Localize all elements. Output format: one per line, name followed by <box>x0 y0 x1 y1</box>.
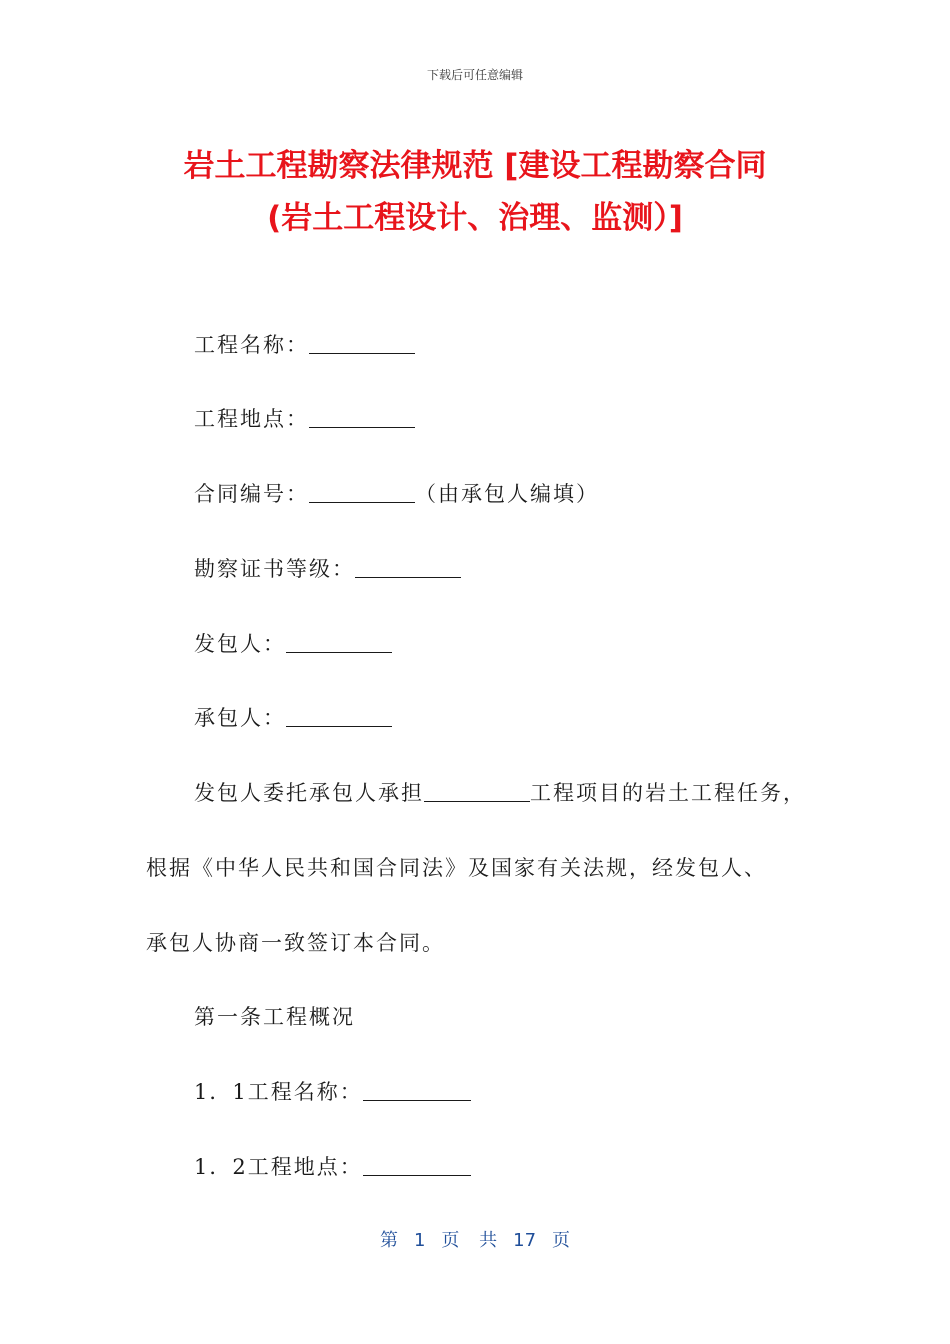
field-label: 勘察证书等级： <box>194 557 355 581</box>
item-label: 1．1工程名称： <box>194 1080 363 1104</box>
page-total: 17 <box>513 1230 537 1251</box>
field-employer <box>194 630 392 658</box>
field-note: （由承包人编填） <box>415 482 599 506</box>
page-mid: 页 共 <box>441 1230 498 1251</box>
field-label: 合同编号： <box>194 482 309 506</box>
field-project-location <box>194 405 415 433</box>
field-label: 工程名称： <box>194 333 309 357</box>
blank-line <box>286 632 392 653</box>
page-prefix: 第 <box>379 1230 398 1251</box>
blank-line <box>286 706 392 727</box>
blank-line <box>309 407 415 428</box>
blank-line <box>355 557 461 578</box>
field-label: 发包人： <box>194 632 286 656</box>
paragraph-line-3: 承包人协商一致签订本合同。 <box>146 931 445 955</box>
field-label: 工程地点： <box>194 407 309 431</box>
paragraph-line-1 <box>194 779 806 807</box>
page-suffix: 页 <box>552 1230 571 1251</box>
paragraph-text: 发包人委托承包人承担 <box>194 781 424 805</box>
field-label: 承包人： <box>194 706 286 730</box>
item-1-1 <box>194 1078 471 1106</box>
page-footer <box>0 1226 950 1252</box>
blank-line <box>309 482 415 503</box>
title-line-1: 岩土工程勘察法律规范 [建设工程勘察合同 <box>183 148 767 184</box>
page-current: 1 <box>413 1230 426 1251</box>
paragraph-line-2: 根据《中华人民共和国合同法》及国家有关法规，经发包人、 <box>146 856 767 880</box>
header-note: 下载后可任意编辑 <box>426 68 523 82</box>
blank-line <box>363 1080 471 1101</box>
field-project-name <box>194 331 415 359</box>
field-contractor <box>194 704 392 732</box>
blank-line <box>424 781 530 802</box>
blank-line <box>363 1155 471 1176</box>
item-label: 1．2工程地点： <box>194 1155 363 1179</box>
title-line-2: (岩土工程设计、治理、监测）] <box>267 200 683 236</box>
item-1-2 <box>194 1153 471 1181</box>
field-cert-level <box>194 555 461 583</box>
paragraph-text: 工程项目的岩土工程任务， <box>530 781 806 805</box>
article-1-heading: 第一条工程概况 <box>194 1005 355 1029</box>
field-contract-no <box>194 480 599 508</box>
blank-line <box>309 333 415 354</box>
document-title <box>60 140 890 244</box>
